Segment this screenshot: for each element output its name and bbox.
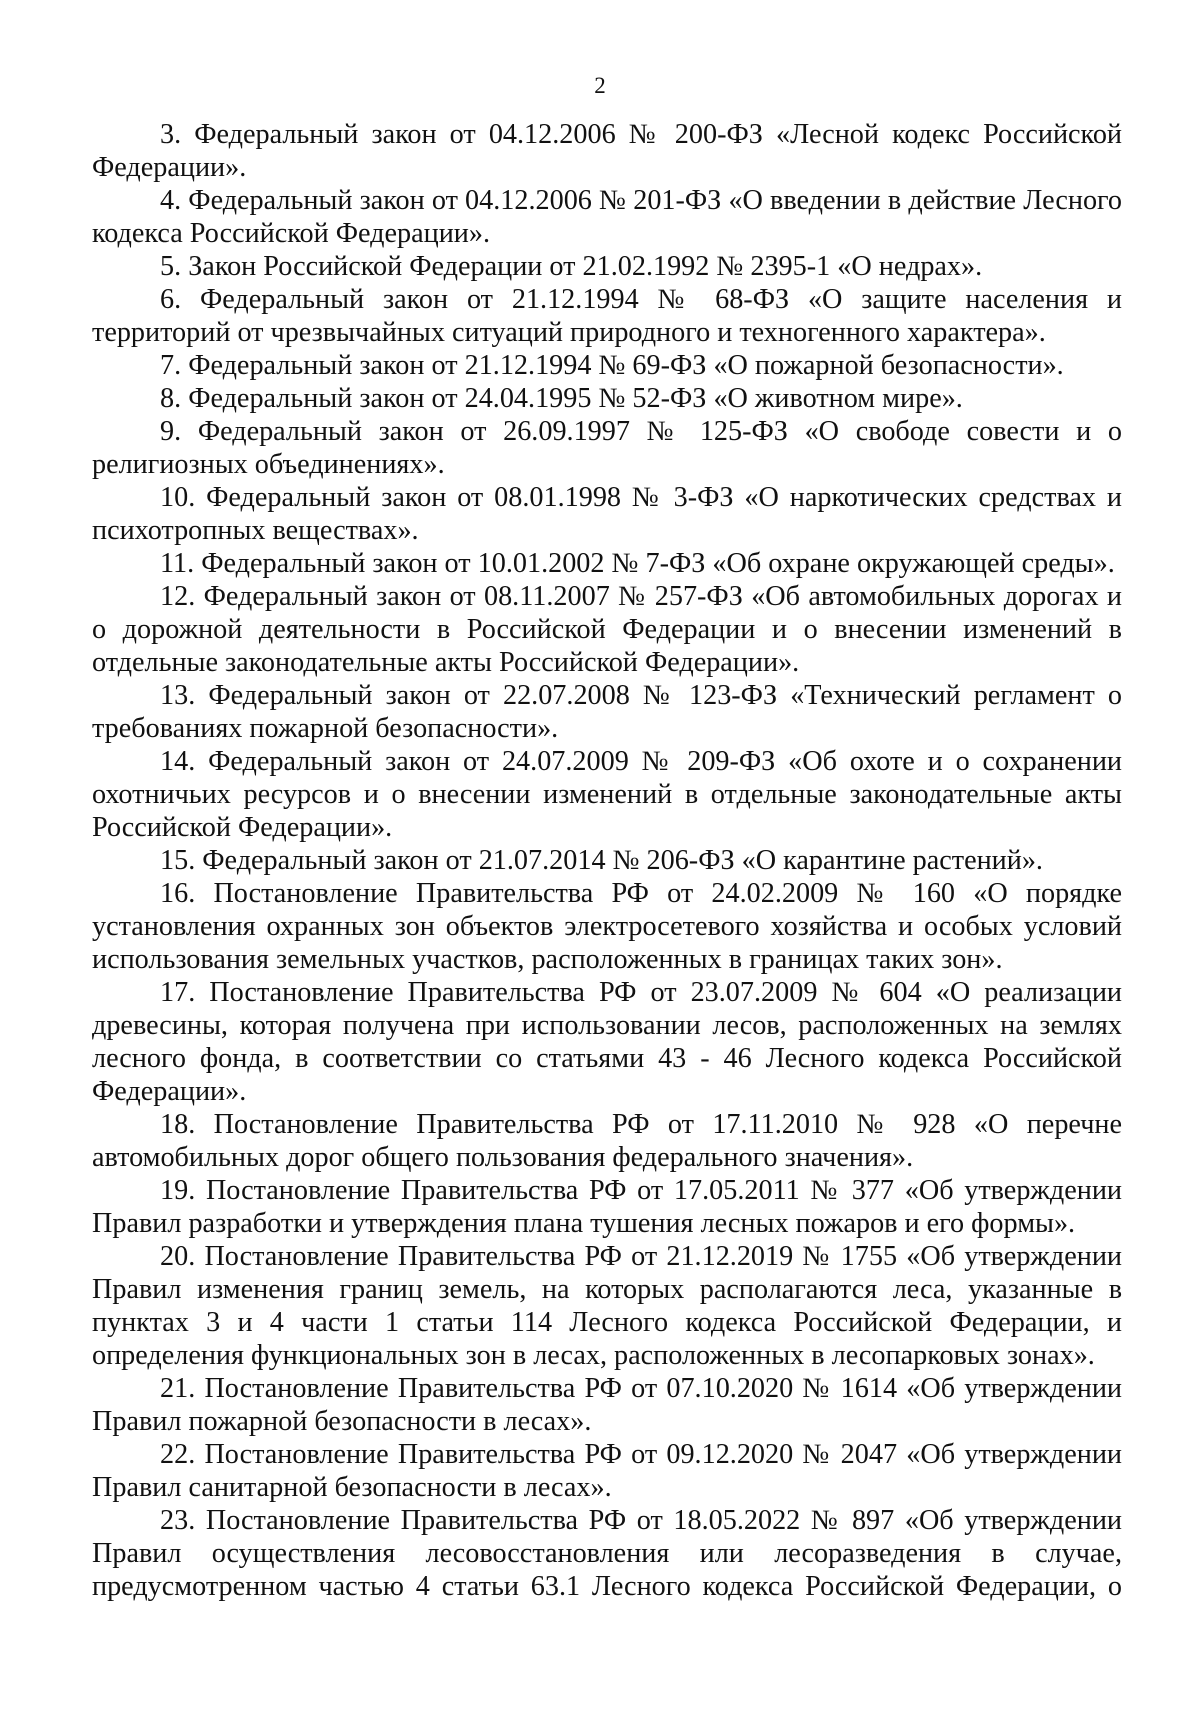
list-item: 14. Федеральный закон от 24.07.2009 № 209-ФЗ «Об охоте и о сохранении охотничьих ресурсов и о внесении изменений в отдельные законодательные акты Российской Федерации».: [92, 746, 1122, 843]
list-item: 6. Федеральный закон от 21.12.1994 № 68-ФЗ «О защите населения и территорий от чрезвычайных ситуаций природного и техногенного характера».: [92, 284, 1122, 348]
page-number: 2: [594, 73, 606, 98]
list-item: 3. Федеральный закон от 04.12.2006 № 200-ФЗ «Лесной кодекс Российской Федерации».: [92, 119, 1122, 183]
list-item: 11. Федеральный закон от 10.01.2002 № 7-ФЗ «Об охране окружающей среды».: [160, 548, 1115, 579]
list-item: 16. Постановление Правительства РФ от 24.02.2009 № 160 «О порядке установления охранных зон объектов электросетевого хозяйства и особых условий использования земельных участков, расположенных в границах таких зон».: [92, 878, 1122, 975]
list-item: 19. Постановление Правительства РФ от 17.05.2011 № 377 «Об утверждении Правил разработки и утверждения плана тушения лесных пожаров и его формы».: [92, 1175, 1122, 1239]
list-item: 7. Федеральный закон от 21.12.1994 № 69-ФЗ «О пожарной безопасности».: [160, 350, 1064, 381]
list-item: 15. Федеральный закон от 21.07.2014 № 206-ФЗ «О карантине растений».: [160, 845, 1043, 876]
list-item: 18. Постановление Правительства РФ от 17.11.2010 № 928 «О перечне автомобильных дорог общего пользования федерального значения».: [92, 1109, 1122, 1173]
list-item: 20. Постановление Правительства РФ от 21.12.2019 № 1755 «Об утверждении Правил изменения границ земель, на которых располагаются леса, указанные в пунктах 3 и 4 части 1 статьи 114 Лесного кодекса Российской Федерации, и определения функциональных зон в лесах, расположенных в лесопарковых зонах».: [92, 1241, 1122, 1371]
list-item: 17. Постановление Правительства РФ от 23.07.2009 № 604 «О реализации древесины, которая получена при использовании лесов, расположенных на землях лесного фонда, в соответствии со статьями 43 - 46 Лесного кодекса Российской Федерации».: [92, 977, 1122, 1107]
list-item: 8. Федеральный закон от 24.04.1995 № 52-ФЗ «О животном мире».: [160, 383, 963, 414]
legal-acts-list: [92, 118, 1122, 1603]
list-item: 12. Федеральный закон от 08.11.2007 № 257-ФЗ «Об автомобильных дорогах и о дорожной деятельности в Российской Федерации и о внесении изменений в отдельные законодательные акты Российской Федерации».: [92, 581, 1122, 678]
list-item: 5. Закон Российской Федерации от 21.02.1992 № 2395-1 «О недрах».: [160, 251, 983, 282]
list-item: 22. Постановление Правительства РФ от 09.12.2020 № 2047 «Об утверждении Правил санитарной безопасности в лесах».: [92, 1439, 1122, 1503]
list-item: 13. Федеральный закон от 22.07.2008 № 123-ФЗ «Технический регламент о требованиях пожарной безопасности».: [92, 680, 1122, 744]
list-item: 21. Постановление Правительства РФ от 07.10.2020 № 1614 «Об утверждении Правил пожарной безопасности в лесах».: [92, 1373, 1122, 1437]
list-item: 10. Федеральный закон от 08.01.1998 № 3-ФЗ «О наркотических средствах и психотропных веществах».: [92, 482, 1122, 546]
list-item: 4. Федеральный закон от 04.12.2006 № 201-ФЗ «О введении в действие Лесного кодекса Российской Федерации».: [92, 185, 1122, 249]
list-item: 23. Постановление Правительства РФ от 18.05.2022 № 897 «Об утверждении Правил осуществления лесовосстановления или лесоразведения в случае, предусмотренном частью 4 статьи 63.1 Лесного кодекса Российской Федерации, о: [92, 1505, 1122, 1602]
list-item: 9. Федеральный закон от 26.09.1997 № 125-ФЗ «О свободе совести и о религиозных объединениях».: [92, 416, 1122, 480]
